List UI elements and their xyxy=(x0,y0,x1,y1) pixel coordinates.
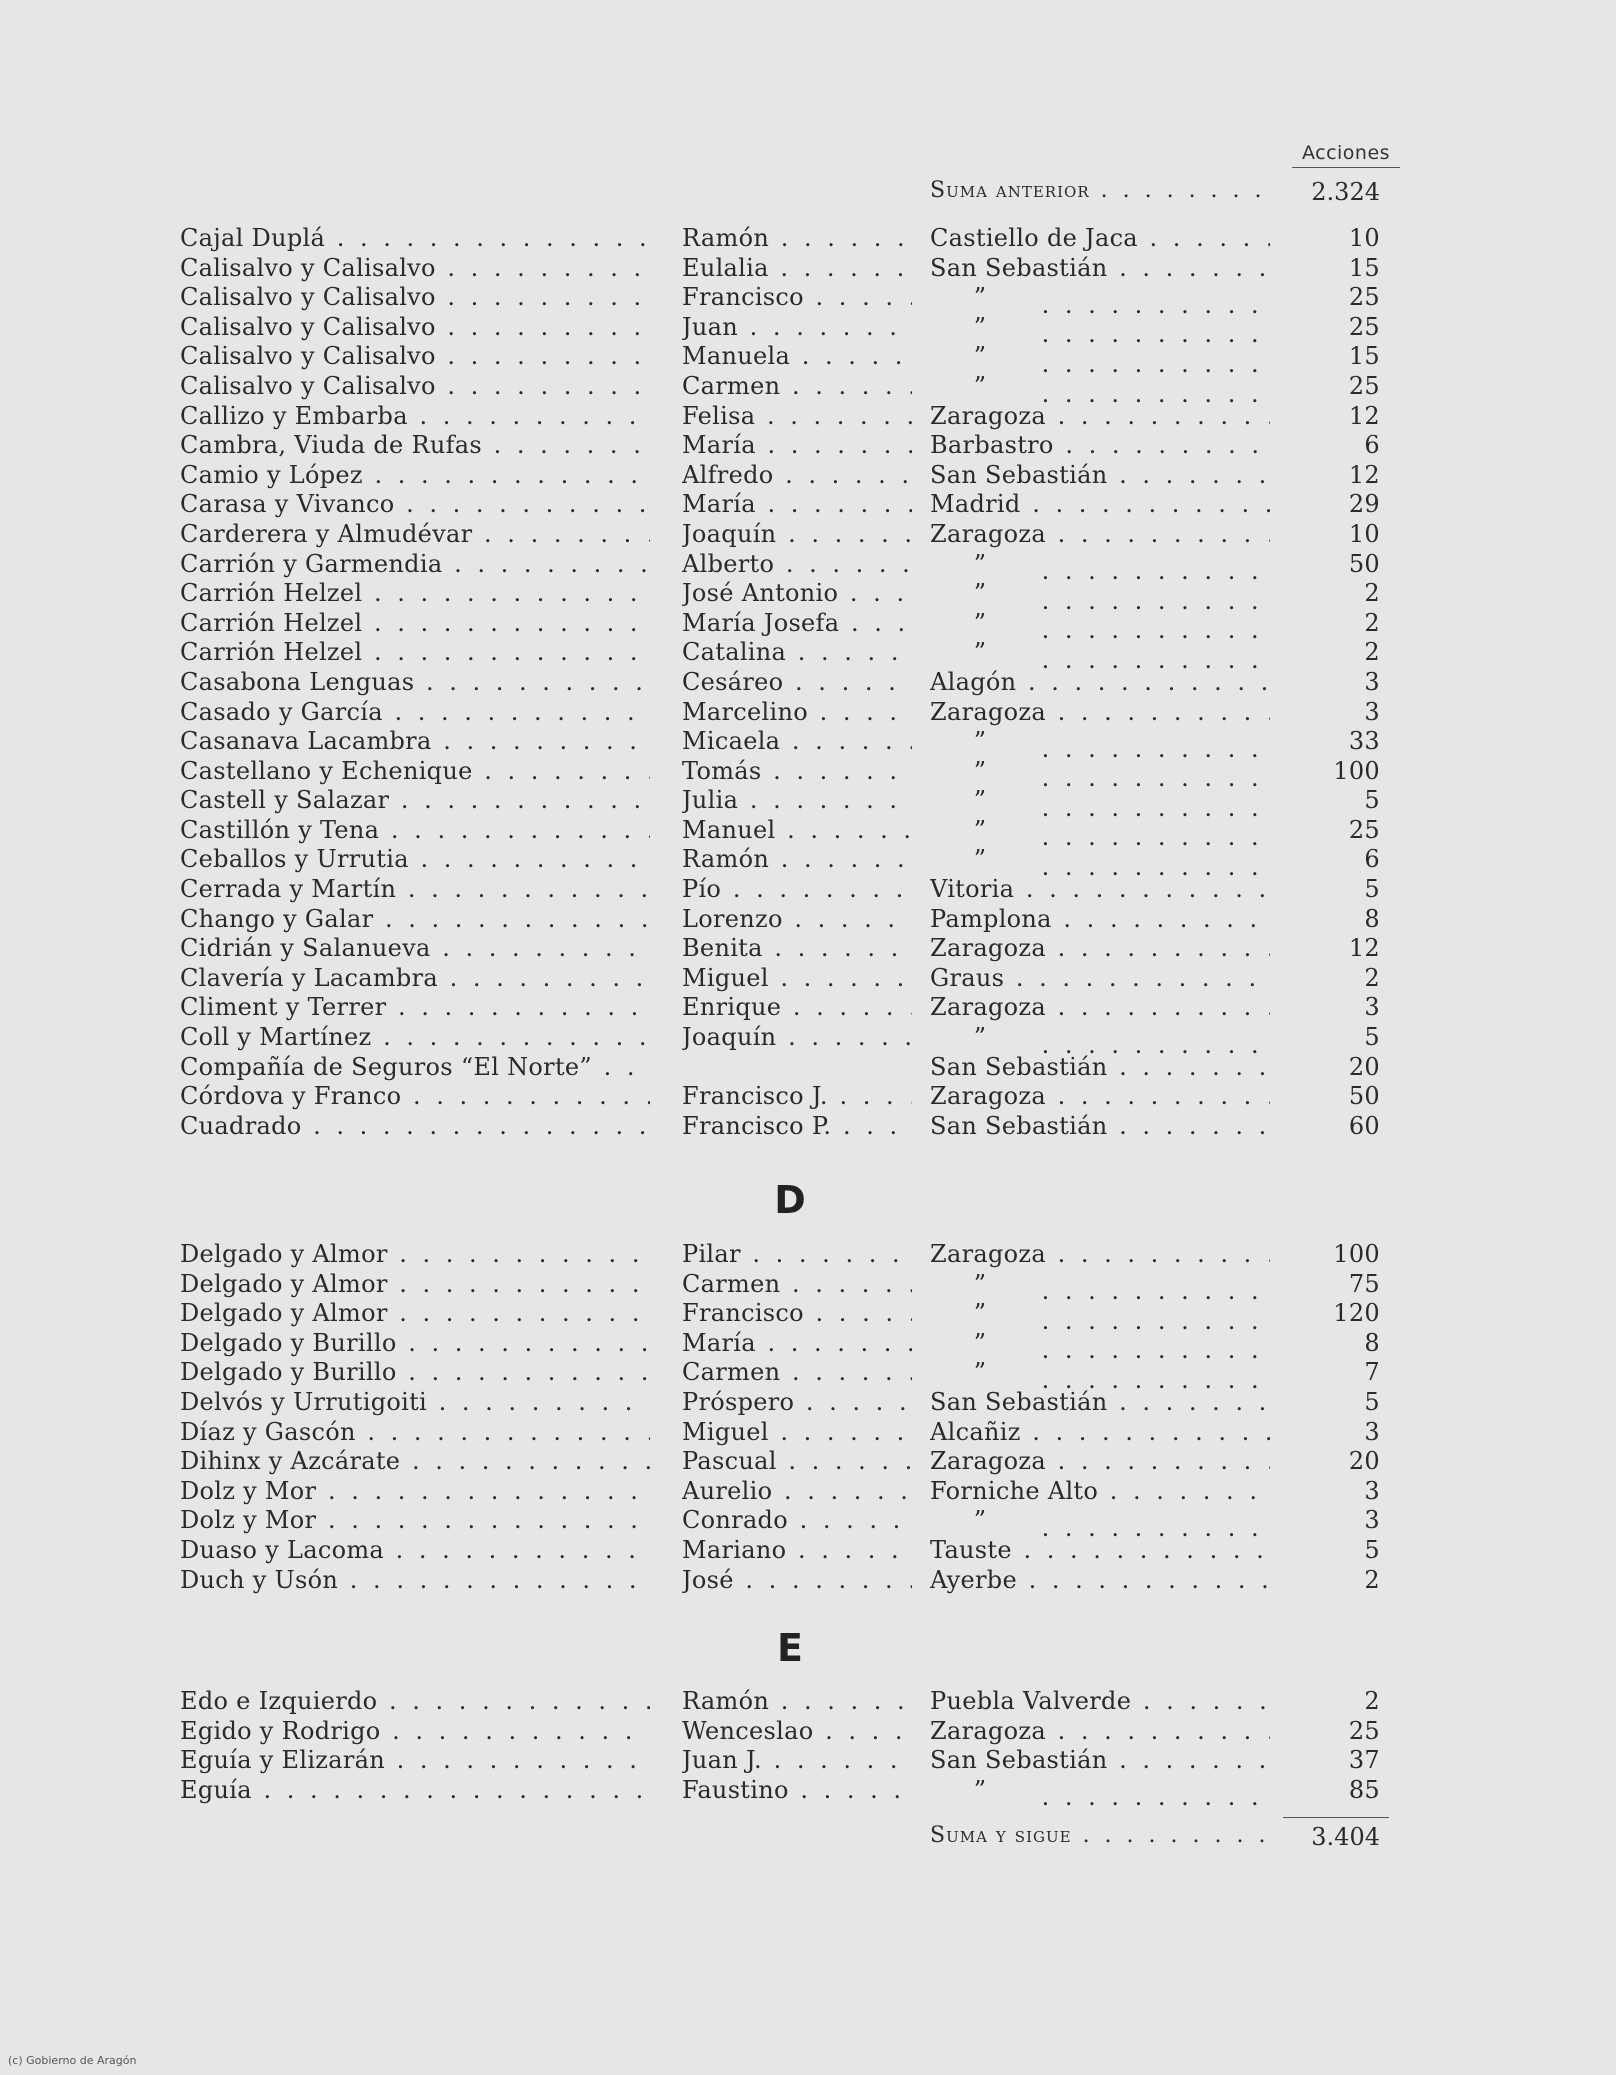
surname-cell: Calisalvo y Calisalvo . . . xyxy=(180,372,650,402)
table-row xyxy=(0,1536,1616,1566)
table-row xyxy=(0,1240,1616,1270)
city-cell: Zaragoza . . . xyxy=(930,1717,1270,1747)
city-cell: Alcañiz . . . xyxy=(930,1418,1270,1448)
given-name-cell: Juan . . . xyxy=(682,313,912,343)
surname-cell: Carasa y Vivanco . . . xyxy=(180,490,650,520)
table-row xyxy=(0,1447,1616,1477)
shares-cell: 15 xyxy=(1348,253,1380,282)
table-row xyxy=(0,845,1616,875)
surname-cell: Chango y Galar . . . xyxy=(180,905,650,935)
surname-cell: Córdova y Franco . . . xyxy=(180,1082,650,1112)
city-cell: Zaragoza . . . xyxy=(930,520,1270,550)
given-name-cell: Joaquín . . . xyxy=(682,1023,912,1053)
city-cell: ” . . . xyxy=(930,579,1270,616)
section-letter-d: D xyxy=(774,1178,806,1222)
shares-cell: 5 xyxy=(1364,1535,1380,1564)
table-row xyxy=(0,461,1616,491)
shares-cell: 2 xyxy=(1364,1687,1380,1715)
given-name-cell: Próspero . . . xyxy=(682,1388,912,1418)
table-row xyxy=(0,1506,1616,1536)
shares-cell: 20 xyxy=(1348,1447,1380,1476)
city-cell: ” . . . xyxy=(930,550,1270,587)
city-cell: San Sebastián . . . xyxy=(930,1053,1270,1083)
shares-cell: 60 xyxy=(1348,1111,1380,1140)
section-e-list xyxy=(0,1687,1616,1805)
city-cell: ” . . . xyxy=(930,1776,1270,1813)
surname-cell: Callizo y Embarba . . . xyxy=(180,402,650,432)
given-name-cell: Catalina . . . xyxy=(682,638,912,668)
table-row xyxy=(0,757,1616,787)
given-name-cell: María Josefa . . . xyxy=(682,609,912,639)
city-cell: Puebla Valverde . . . xyxy=(930,1687,1270,1717)
surname-cell: Carderera y Almudévar . . . xyxy=(180,520,650,550)
given-name-cell: Carmen . . . xyxy=(682,1270,912,1300)
table-row xyxy=(0,668,1616,698)
table-row xyxy=(0,402,1616,432)
shares-cell: 2 xyxy=(1364,1565,1380,1594)
table-row xyxy=(0,1358,1616,1388)
given-name-cell: José Antonio . . . xyxy=(682,579,912,609)
surname-cell: Carrión Helzel . . . xyxy=(180,638,650,668)
given-name-cell: Pascual . . . xyxy=(682,1447,912,1477)
surname-cell: Duch y Usón . . . xyxy=(180,1566,650,1596)
city-cell: ” . . . xyxy=(930,727,1270,764)
table-row xyxy=(0,1053,1616,1083)
given-name-cell: Tomás . . . xyxy=(682,757,912,787)
given-name-cell: Marcelino . . . xyxy=(682,698,912,728)
city-cell: San Sebastián . . . xyxy=(930,1746,1270,1776)
surname-cell: Delvós y Urrutigoiti . . . xyxy=(180,1388,650,1418)
shares-cell: 5 xyxy=(1364,1387,1380,1416)
city-cell: ” . . . xyxy=(930,845,1270,882)
city-cell: San Sebastián . . . xyxy=(930,1388,1270,1418)
shares-cell: 25 xyxy=(1348,815,1380,844)
given-name-cell: José . . . xyxy=(682,1566,912,1596)
shares-cell: 10 xyxy=(1348,519,1380,548)
city-cell: Zaragoza . . . xyxy=(930,1447,1270,1477)
shares-cell: 12 xyxy=(1348,460,1380,489)
acciones-column-header: Acciones xyxy=(1292,142,1400,168)
surname-cell: Casanava Lacambra . . . xyxy=(180,727,650,757)
surname-cell: Eguía y Elizarán . . . xyxy=(180,1746,650,1776)
surname-cell: Delgado y Almor . . . xyxy=(180,1299,650,1329)
table-row xyxy=(0,254,1616,284)
given-name-cell: María . . . xyxy=(682,1329,912,1359)
given-name-cell: Francisco . . . xyxy=(682,1299,912,1329)
table-row xyxy=(0,372,1616,402)
table-row xyxy=(0,727,1616,757)
surname-cell: Delgado y Burillo . . . xyxy=(180,1329,650,1359)
surname-cell: Eguía . . . xyxy=(180,1776,650,1806)
shares-cell: 12 xyxy=(1348,401,1380,430)
surname-cell: Casado y García . . . xyxy=(180,698,650,728)
city-cell: ” . . . xyxy=(930,1329,1270,1366)
suma-y-sigue-row xyxy=(0,1823,1616,1853)
given-name-cell: Julia . . . xyxy=(682,786,912,816)
table-row xyxy=(0,638,1616,668)
table-row xyxy=(0,1746,1616,1776)
suma-anterior-row xyxy=(0,178,1616,208)
suma-y-sigue-label: Suma y sigue . . . xyxy=(930,1823,1270,1848)
city-cell: Vitoria . . . xyxy=(930,875,1270,905)
table-row xyxy=(0,609,1616,639)
suma-anterior-value: 2.324 xyxy=(1311,178,1380,206)
city-cell: ” . . . xyxy=(930,1023,1270,1060)
city-cell: Zaragoza . . . xyxy=(930,934,1270,964)
surname-cell: Clavería y Lacambra . . . xyxy=(180,964,650,994)
table-row xyxy=(0,342,1616,372)
shares-cell: 50 xyxy=(1348,549,1380,578)
shares-cell: 2 xyxy=(1364,579,1380,608)
table-row xyxy=(0,698,1616,728)
given-name-cell: María . . . xyxy=(682,490,912,520)
table-row xyxy=(0,1477,1616,1507)
city-cell: Madrid . . . xyxy=(930,490,1270,520)
given-name-cell: Manuel . . . xyxy=(682,816,912,846)
city-cell: ” . . . xyxy=(930,1358,1270,1395)
given-name-cell: Mariano . . . xyxy=(682,1536,912,1566)
given-name-cell: Carmen . . . xyxy=(682,372,912,402)
city-cell: ” . . . xyxy=(930,757,1270,794)
sum-rule xyxy=(1283,1817,1389,1818)
shares-cell: 10 xyxy=(1348,224,1380,252)
city-cell: ” . . . xyxy=(930,786,1270,823)
surname-cell: Dolz y Mor . . . xyxy=(180,1477,650,1507)
surname-cell: Calisalvo y Calisalvo . . . xyxy=(180,283,650,313)
surname-cell: Cidrián y Salanueva . . . xyxy=(180,934,650,964)
surname-cell: Castellano y Echenique . . . xyxy=(180,757,650,787)
city-cell: ” . . . xyxy=(930,313,1270,350)
surname-cell: Carrión Helzel . . . xyxy=(180,609,650,639)
given-name-cell: Faustino . . . xyxy=(682,1776,912,1806)
given-name-cell: Francisco . . . xyxy=(682,283,912,313)
shares-cell: 25 xyxy=(1348,283,1380,312)
table-row xyxy=(0,1023,1616,1053)
city-cell: ” . . . xyxy=(930,1270,1270,1307)
shares-cell: 12 xyxy=(1348,934,1380,963)
city-cell: Zaragoza . . . xyxy=(930,698,1270,728)
given-name-cell: Ramón . . . xyxy=(682,224,912,254)
city-cell: San Sebastián . . . xyxy=(930,1112,1270,1142)
table-row xyxy=(0,786,1616,816)
section-letter-e: E xyxy=(777,1626,803,1670)
given-name-cell: Pilar . . . xyxy=(682,1240,912,1270)
city-cell: Pamplona . . . xyxy=(930,905,1270,935)
surname-cell: Duaso y Lacoma . . . xyxy=(180,1536,650,1566)
city-cell: Zaragoza . . . xyxy=(930,1240,1270,1270)
shares-cell: 6 xyxy=(1364,431,1380,460)
given-name-cell: Lorenzo . . . xyxy=(682,905,912,935)
shares-cell: 3 xyxy=(1364,1417,1380,1446)
city-cell: ” . . . xyxy=(930,638,1270,675)
city-cell: ” . . . xyxy=(930,1506,1270,1543)
given-name-cell: Micaela . . . xyxy=(682,727,912,757)
surname-cell: Dolz y Mor . . . xyxy=(180,1506,650,1536)
city-cell: Forniche Alto . . . xyxy=(930,1477,1270,1507)
table-row xyxy=(0,905,1616,935)
table-row xyxy=(0,1299,1616,1329)
suma-y-sigue-value: 3.404 xyxy=(1311,1823,1380,1851)
given-name-cell: María . . . xyxy=(682,431,912,461)
copyright-credit: (c) Gobierno de Aragón xyxy=(8,2054,137,2067)
city-cell: Alagón . . . xyxy=(930,668,1270,698)
city-cell: Castiello de Jaca . . . xyxy=(930,224,1270,254)
table-row xyxy=(0,1717,1616,1747)
surname-cell: Calisalvo y Calisalvo . . . xyxy=(180,254,650,284)
given-name-cell: Alfredo . . . xyxy=(682,461,912,491)
given-name-cell: Eulalia . . . xyxy=(682,254,912,284)
shares-cell: 2 xyxy=(1364,963,1380,992)
shares-cell: 5 xyxy=(1364,875,1380,904)
given-name-cell: Benita . . . xyxy=(682,934,912,964)
surname-cell: Delgado y Burillo . . . xyxy=(180,1358,650,1388)
table-row xyxy=(0,1329,1616,1359)
table-row xyxy=(0,1566,1616,1596)
surname-cell: Calisalvo y Calisalvo . . . xyxy=(180,313,650,343)
given-name-cell: Juan J. . . . xyxy=(682,1746,912,1776)
table-row xyxy=(0,313,1616,343)
given-name-cell: Joaquín . . . xyxy=(682,520,912,550)
city-cell: ” . . . xyxy=(930,1299,1270,1336)
shares-cell: 5 xyxy=(1364,1023,1380,1052)
surname-cell: Díaz y Gascón . . . xyxy=(180,1418,650,1448)
given-name-cell: Manuela . . . xyxy=(682,342,912,372)
surname-cell: Edo e Izquierdo . . . xyxy=(180,1687,650,1717)
given-name-cell: Pío . . . xyxy=(682,875,912,905)
shares-cell: 75 xyxy=(1348,1269,1380,1298)
table-row xyxy=(0,875,1616,905)
table-row xyxy=(0,224,1616,254)
city-cell: ” . . . xyxy=(930,283,1270,320)
given-name-cell: Francisco J. . . . xyxy=(682,1082,912,1112)
city-cell: ” . . . xyxy=(930,372,1270,409)
shares-cell: 20 xyxy=(1348,1052,1380,1081)
surname-cell: Delgado y Almor . . . xyxy=(180,1240,650,1270)
surname-cell: Cuadrado . . . xyxy=(180,1112,650,1142)
table-row xyxy=(0,993,1616,1023)
given-name-cell: Carmen . . . xyxy=(682,1358,912,1388)
surname-cell: Cajal Duplá . . . xyxy=(180,224,650,254)
shares-cell: 85 xyxy=(1348,1775,1380,1804)
surname-cell: Delgado y Almor . . . xyxy=(180,1270,650,1300)
surname-cell: Castillón y Tena . . . xyxy=(180,816,650,846)
city-cell: San Sebastián . . . xyxy=(930,461,1270,491)
shares-cell: 15 xyxy=(1348,342,1380,371)
city-cell: Zaragoza . . . xyxy=(930,1082,1270,1112)
surname-cell: Cerrada y Martín . . . xyxy=(180,875,650,905)
table-row xyxy=(0,283,1616,313)
shares-cell: 3 xyxy=(1364,993,1380,1022)
shares-cell: 3 xyxy=(1364,667,1380,696)
surname-cell: Calisalvo y Calisalvo . . . xyxy=(180,342,650,372)
table-row xyxy=(0,520,1616,550)
given-name-cell: Felisa . . . xyxy=(682,402,912,432)
surname-cell: Camio y López . . . xyxy=(180,461,650,491)
given-name-cell: Ramón . . . xyxy=(682,1687,912,1717)
city-cell: San Sebastián . . . xyxy=(930,254,1270,284)
shares-cell: 25 xyxy=(1348,312,1380,341)
shares-cell: 7 xyxy=(1364,1358,1380,1387)
given-name-cell: Cesáreo . . . xyxy=(682,668,912,698)
shares-cell: 8 xyxy=(1364,904,1380,933)
given-name-cell: Miguel . . . xyxy=(682,964,912,994)
section-d-list xyxy=(0,1240,1616,1595)
shares-cell: 120 xyxy=(1333,1299,1380,1328)
table-row xyxy=(0,1388,1616,1418)
shares-cell: 6 xyxy=(1364,845,1380,874)
table-row xyxy=(0,550,1616,580)
given-name-cell: Alberto . . . xyxy=(682,550,912,580)
surname-cell: Climent y Terrer . . . xyxy=(180,993,650,1023)
shares-cell: 50 xyxy=(1348,1082,1380,1111)
surname-cell: Egido y Rodrigo . . . xyxy=(180,1717,650,1747)
given-name-cell: Miguel . . . xyxy=(682,1418,912,1448)
table-row xyxy=(0,1776,1616,1806)
city-cell: ” . . . xyxy=(930,342,1270,379)
city-cell: ” . . . xyxy=(930,816,1270,853)
surname-cell: Coll y Martínez . . . xyxy=(180,1023,650,1053)
table-row xyxy=(0,934,1616,964)
table-row xyxy=(0,1418,1616,1448)
shares-cell: 100 xyxy=(1333,1240,1380,1268)
given-name-cell: Ramón . . . xyxy=(682,845,912,875)
given-name-cell: Conrado . . . xyxy=(682,1506,912,1536)
surname-cell: Carrión Helzel . . . xyxy=(180,579,650,609)
city-cell: Ayerbe . . . xyxy=(930,1566,1270,1596)
table-row xyxy=(0,490,1616,520)
surname-cell: Cambra, Viuda de Rufas . . . xyxy=(180,431,650,461)
shares-cell: 33 xyxy=(1348,727,1380,756)
table-row xyxy=(0,431,1616,461)
surname-cell: Casabona Lenguas . . . xyxy=(180,668,650,698)
city-cell: Barbastro . . . xyxy=(930,431,1270,461)
table-row xyxy=(0,1687,1616,1717)
city-cell: Zaragoza . . . xyxy=(930,402,1270,432)
given-name-cell: Enrique . . . xyxy=(682,993,912,1023)
surname-cell: Compañía de Seguros “El Norte” . . . xyxy=(180,1053,650,1083)
table-row xyxy=(0,1112,1616,1142)
city-cell: Zaragoza . . . xyxy=(930,993,1270,1023)
table-row xyxy=(0,1082,1616,1112)
shares-cell: 3 xyxy=(1364,1476,1380,1505)
shares-cell: 8 xyxy=(1364,1328,1380,1357)
city-cell: Graus . . . xyxy=(930,964,1270,994)
city-cell: ” . . . xyxy=(930,609,1270,646)
shares-cell: 25 xyxy=(1348,371,1380,400)
surname-cell: Carrión y Garmendia . . . xyxy=(180,550,650,580)
shares-cell: 3 xyxy=(1364,697,1380,726)
shares-cell: 29 xyxy=(1348,490,1380,519)
shares-cell: 2 xyxy=(1364,638,1380,667)
surname-cell: Ceballos y Urrutia . . . xyxy=(180,845,650,875)
given-name-cell: Aurelio . . . xyxy=(682,1477,912,1507)
suma-anterior-label: Suma anterior . . . xyxy=(930,178,1270,203)
given-name-cell: Francisco P. . . . xyxy=(682,1112,912,1142)
shares-cell: 2 xyxy=(1364,608,1380,637)
shares-cell: 3 xyxy=(1364,1506,1380,1535)
shares-cell: 37 xyxy=(1348,1746,1380,1775)
table-row xyxy=(0,579,1616,609)
table-row xyxy=(0,964,1616,994)
shares-cell: 25 xyxy=(1348,1716,1380,1745)
shares-cell: 100 xyxy=(1333,756,1380,785)
table-row xyxy=(0,816,1616,846)
shares-cell: 5 xyxy=(1364,786,1380,815)
section-c-list xyxy=(0,224,1616,1141)
city-cell: Tauste . . . xyxy=(930,1536,1270,1566)
surname-cell: Castell y Salazar . . . xyxy=(180,786,650,816)
surname-cell: Dihinx y Azcárate . . . xyxy=(180,1447,650,1477)
given-name-cell: Wenceslao . . . xyxy=(682,1717,912,1747)
table-row xyxy=(0,1270,1616,1300)
